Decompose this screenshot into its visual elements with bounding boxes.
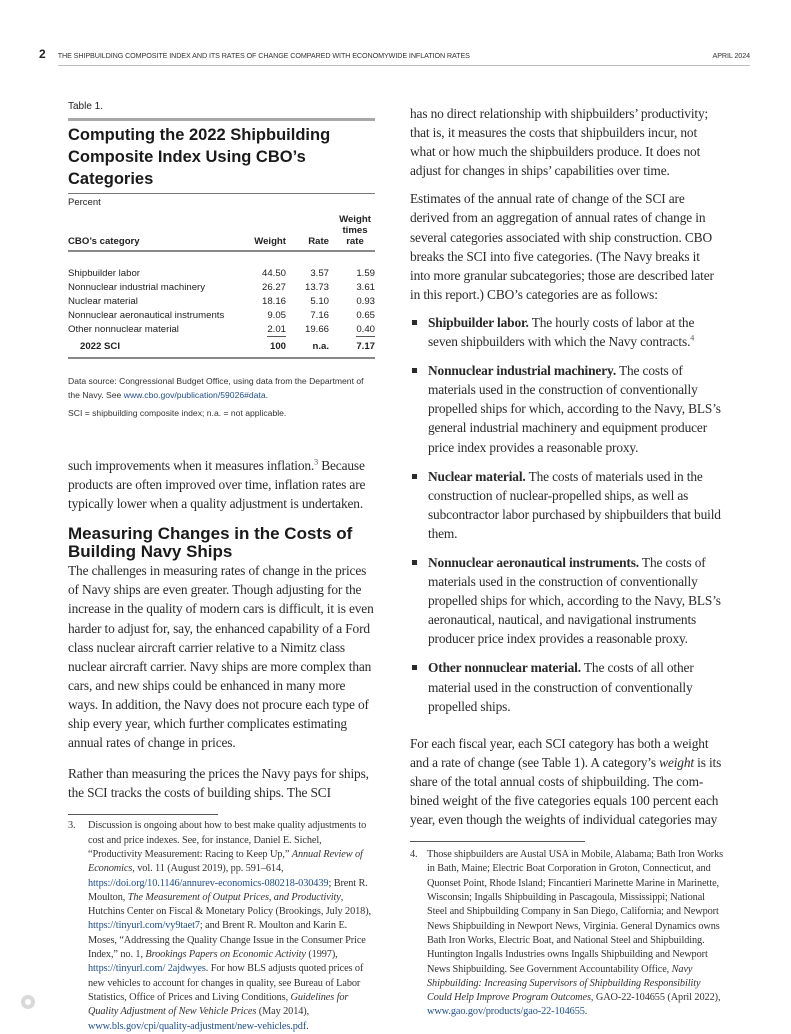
category-list-item [410, 313, 722, 351]
category-list-item [410, 553, 722, 648]
table-row [68, 308, 375, 322]
cell-rate: 3.57 [310, 267, 329, 279]
weight-value: 26.27 [261, 281, 286, 293]
bold-lead: Nonnuclear aeronautical instruments. [428, 554, 639, 570]
text-segment: Discussion is ongoing about how to best make quality adjustments to cost and price indexes. See, for instance, Daniel E. Sichel, “Productivity Measurement: Racing to Keep Up,” [88, 820, 367, 860]
table-1 [68, 100, 375, 420]
text-segment: The costs of materials used in the construction of nuclear-propelled ships, as well as subcontractor labor purchased by shipbuilders that build them. [428, 468, 721, 541]
title-rule [68, 193, 375, 194]
text-segment: . For how BLS adjusts quoted prices of new vehicles to account for changes in quality, see Bureau of Labor Statistics, Office of Prices and Living Conditions, [88, 963, 364, 1003]
footnotes-right [410, 829, 727, 1020]
page-number: 2 [39, 47, 46, 61]
category-list-item [410, 658, 722, 715]
text-segment: The hourly costs of labor at the seven shipbuilders with which the Navy contracts. [428, 314, 695, 350]
cell-weight [236, 266, 286, 280]
table-row [68, 322, 375, 336]
page-header [39, 47, 750, 61]
publication-date: APRIL 2024 [712, 51, 750, 60]
category-list-item [410, 361, 722, 456]
cell-rate: 19.66 [304, 323, 329, 335]
bold-lead: Shipbuilder labor. [428, 314, 529, 330]
footnote-rule [68, 814, 218, 815]
header-rule [58, 65, 750, 66]
italic-text: Guidelines for Quality Adjustment of New Vehicle Prices [88, 991, 349, 1018]
cell-weight-times-rate [329, 266, 375, 280]
bold-lead: Nuclear material. [428, 468, 526, 484]
italic-text: Annual Review of Economics [88, 849, 363, 875]
cell-weight [236, 280, 286, 294]
product-value: 3.61 [356, 281, 375, 293]
footnote-ref[interactable]: 3 [314, 457, 319, 467]
footnote-3-row [68, 819, 378, 1033]
text-segment: such improvements when it measures inflation. [68, 458, 315, 473]
cell-category: 2022 SCI [80, 341, 121, 352]
table-row [68, 280, 375, 294]
cell-weight-times-rate [329, 336, 375, 357]
running-title: THE SHIPBUILDING COMPOSITE INDEX AND ITS RATES OF CHANGE COMPARED WITH ECONOMYWIDE INFLATION RATES [57, 51, 470, 60]
cell-weight [236, 308, 286, 322]
cell-rate: 7.16 [310, 309, 329, 321]
text-segment: The costs of materials used in the construction of conventionally propelled ships for which, according to the Navy, BLS’s aeronautical, nautical, and navigational instruments producer price index provides a reasonable proxy. [428, 554, 721, 647]
footnote-3 [88, 819, 378, 1033]
footnote-4 [427, 848, 727, 1020]
table-row [68, 294, 375, 308]
cell-weight-times-rate [329, 280, 375, 294]
cell-weight-times-rate [329, 308, 375, 322]
italic-text: weight [659, 754, 694, 770]
paragraph-estimates: Estimates of the annual rate of change of the SCI are derived from an aggregation of annual rates of change in several categories associated with ship construction. CBO breaks the SCI into five categories. (The Navy breaks it into more granular subcategories; those are described later in this report.) CBO’s categories are as follows: [410, 191, 714, 302]
product-value: 1.59 [356, 267, 375, 279]
cell-weight [236, 294, 286, 308]
bold-lead: Nonnuclear industrial machinery. [428, 363, 617, 379]
cell-category: Nonnuclear industrial machinery [68, 281, 206, 293]
bold-lead: Other nonnuclear material. [428, 660, 581, 676]
paragraph-productivity: has no direct relationship with shipbuilders’ productivity; that is, it measures the costs that shipbuilders incur, not what or how much the shipbuilders produce. It does not adjust for changes in ships’ capabilities over time. [410, 106, 709, 179]
table-top-rule [68, 118, 375, 121]
table-row [68, 266, 375, 280]
right-column [410, 104, 727, 1020]
link[interactable]: https://tinyurl.com/ 2ajdwyes [88, 963, 206, 975]
text-segment: . [306, 1020, 309, 1032]
cell-weight [236, 322, 286, 336]
weight-value: 2.01 [267, 323, 286, 335]
text-segment: The costs of all other material used in the construction of conventionally propelled ships. [428, 660, 694, 714]
col-header-rate: Rate [308, 236, 329, 247]
col-header-weight-times-rate: Weight times rate [339, 214, 371, 247]
cell-weight-times-rate [329, 322, 375, 336]
paragraph-challenges: The challenges in measuring rates of change in the prices of Navy ships are even greater. Though adjusting for the increase in the quality of modern cars is difficult, it is even harder to adjust for, say, the enhanced capability of a Ford class nuclear aircraft carrier relative to a Nimitz class nuclear aircraft carrier. Navy ships are more complex than cars, and new ships could be enhanced in many more ways. In addition, the Navy does not procure each type of ship every year, which further complicates estimating annual rates of change in prices. [68, 563, 374, 751]
weight-value: 18.16 [261, 295, 286, 307]
category-list-item [410, 467, 722, 543]
text-segment: , Hutchins Center on Fiscal & Monetary Policy (Brookings, July 2018), [88, 891, 372, 918]
cell-category: Nonnuclear aeronautical instruments [68, 309, 225, 321]
italic-text: The Measurement of Output Prices, and Productivity [127, 891, 341, 903]
footnote-rule [410, 841, 585, 842]
link[interactable]: www.bls.gov/cpi/quality-adjustment/new-vehicles.pdf [88, 1020, 307, 1032]
cell-category: Nuclear material [68, 295, 138, 307]
text-segment: , vol. 11 (August 2019), pp. 591–614, [132, 863, 284, 875]
text-segment: Data source: Congressional Budget Office, using data from the Department of the Navy. See [68, 376, 364, 400]
text-segment: (May 2014), [256, 1006, 310, 1018]
text-segment: The costs of materials used in the construction of conventionally propelled ships for which, according to the Navy, BLS’s general industrial machinery and equipment producer price index provides a reasonable proxy. [428, 363, 721, 455]
footnote-3-number: 3. [68, 820, 76, 832]
text-segment: For each fiscal year, each SCI category has both a weight and a rate of change (see Table 1). A category’s [410, 735, 709, 770]
text-segment: ; and Brent R. Moulton and Karin E. Moses, “Addressing the Quality Change Issue in the Consumer Price Index,” no. 1, [88, 920, 366, 961]
footnote-ref[interactable]: 4 [690, 333, 695, 343]
product-value: 0.93 [356, 295, 375, 307]
italic-text: Brookings Papers on Economic Activity [145, 949, 306, 961]
left-column [68, 100, 378, 1034]
cell-rate: n.a. [312, 341, 329, 352]
weight-value: 100 [269, 341, 286, 352]
text-segment: ; Brent R. Moulton, [88, 877, 368, 903]
text-segment: . [584, 1006, 588, 1018]
category-list [410, 313, 722, 726]
table-note: SCI = shipbuilding composite index; n.a. = not applicable. [68, 408, 287, 418]
table-source [68, 374, 375, 402]
product-value: 0.65 [356, 309, 375, 321]
italic-text: Navy Shipbuilding: Increasing Supervisors of Shipbuilding Responsibility Could Help Improve Program Outcomes [427, 963, 701, 1004]
text-segment: . [265, 390, 269, 400]
cell-weight [236, 336, 286, 357]
footnote-4-row [410, 848, 727, 1020]
table-unit: Percent [68, 197, 101, 208]
weight-value: 44.50 [261, 267, 286, 279]
paragraph-quality-adjustment [68, 456, 378, 513]
col-header-category: CBO’s category [68, 236, 140, 247]
text-segment: Those shipbuilders are Austal USA in Mobile, Alabama; Bath Iron Works in Bath, Maine; Electric Boat Corporation in Groton, Connecticut, and Quonset Point, Rhode Island; Fincantieri Marinette Marine in Marinette, Wisconsin; Ingalls Shipbuilding in Pascagoula, Mississippi; National Steel and Shipbuilding Company in San Diego, California; and Newport News Shipbuilding in Newport News, Virginia. General Dynamics owns Bath Iron Works, Electric Boat, and National Steel and Shipbuilding. Huntington Ingalls Industries owns Ingalls Shipbuilding and Newport News Shipbuilding. See Government Accountability Office, [427, 849, 724, 975]
footnotes-left [68, 802, 378, 1033]
link[interactable]: https://doi.org/10.1146/annurev-economics-080218-030439 [88, 877, 329, 889]
data-table [68, 214, 375, 357]
cell-weight-times-rate [329, 294, 375, 308]
text-segment: is its share of the total annual costs of shipbuilding. The combined weight of the five categories equals 100 percent each year, even though the weights of individual categories may [410, 754, 722, 828]
link[interactable]: www.gao.gov/products/gao-22-104655 [427, 1006, 585, 1018]
footnote-4-number: 4. [410, 849, 418, 861]
text-segment: , GAO-22-104655 (April 2022), [590, 992, 721, 1004]
cell-category: Shipbuilder labor [68, 267, 140, 279]
link[interactable]: https://tinyurl.com/vy9taet7 [88, 920, 200, 932]
text-segment: (1997), [305, 949, 338, 961]
paragraph-weights [410, 734, 722, 829]
weight-value: 9.05 [267, 309, 286, 321]
page-corner-icon [21, 995, 35, 1009]
link[interactable]: www.cbo.gov/publication/59026#data [123, 390, 266, 400]
table-label: Table 1. [68, 101, 104, 112]
product-value: 0.40 [356, 323, 375, 335]
text-segment: Because products are often improved over time, inflation rates are typically lower when a quality adjustment is undertaken. [68, 458, 366, 512]
cell-rate: 13.73 [304, 281, 329, 293]
table-title: Computing the 2022 Shipbuilding Composite Index Using CBO’s Categories [68, 126, 331, 188]
cell-rate: 5.10 [310, 295, 329, 307]
table-total-row [68, 336, 375, 357]
col-header-weight: Weight [254, 236, 286, 247]
table-bottom-rule [68, 357, 375, 359]
cell-category: Other nonnuclear material [68, 323, 179, 335]
product-value: 7.17 [356, 341, 375, 352]
paragraph-sci-tracks-costs: Rather than measuring the prices the Navy pays for ships, the SCI tracks the costs of building ships. The SCI [68, 766, 369, 801]
section-heading: Measuring Changes in the Costs of Building Navy Ships [68, 524, 353, 561]
